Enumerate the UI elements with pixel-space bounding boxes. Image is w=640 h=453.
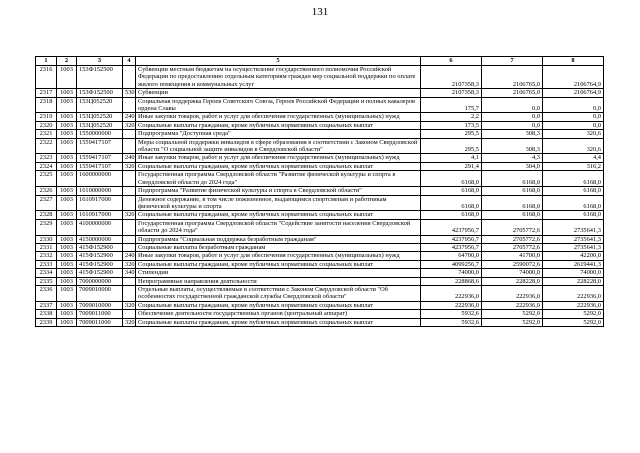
- section-code: 1003: [57, 130, 77, 138]
- target-article-code: 153Ц052520: [77, 97, 123, 113]
- amount-col-7: 0,0: [482, 121, 543, 129]
- table-row: [36, 219, 604, 235]
- row-description: Социальные выплаты гражданам, кроме публичных нормативных социальных выплат: [136, 162, 421, 170]
- expense-type-code: [123, 130, 136, 138]
- row-number: 2337: [36, 301, 57, 309]
- section-code: 1003: [57, 285, 77, 301]
- table-row: [36, 211, 604, 219]
- amount-col-8: 2735641,3: [543, 243, 604, 251]
- amount-col-7: 304,0: [482, 162, 543, 170]
- amount-col-6: 6168,0: [421, 195, 482, 211]
- expense-type-code: [123, 171, 136, 187]
- target-article-code: 7009010000: [77, 301, 123, 309]
- target-article-code: 1610917000: [77, 195, 123, 211]
- table-header-row: [36, 57, 604, 66]
- amount-col-7: 308,3: [482, 130, 543, 138]
- table-row: [36, 162, 604, 170]
- table-row: [36, 138, 604, 154]
- amount-col-7: 6168,0: [482, 211, 543, 219]
- amount-col-8: 222936,0: [543, 301, 604, 309]
- column-header: 2: [57, 57, 77, 66]
- section-code: 1003: [57, 162, 77, 170]
- row-number: 2336: [36, 285, 57, 301]
- amount-col-6: 6168,0: [421, 187, 482, 195]
- amount-col-8: 2106764,9: [543, 66, 604, 89]
- section-code: 1003: [57, 138, 77, 154]
- amount-col-7: 6168,0: [482, 171, 543, 187]
- amount-col-6: 2107358,3: [421, 66, 482, 89]
- row-number: 2324: [36, 162, 57, 170]
- section-code: 1003: [57, 269, 77, 277]
- table-row: [36, 89, 604, 97]
- row-description: Стипендии: [136, 269, 421, 277]
- expense-type-code: 320: [123, 121, 136, 129]
- expense-type-code: 530: [123, 89, 136, 97]
- table-row: [36, 318, 604, 326]
- amount-col-7: 0,0: [482, 113, 543, 121]
- amount-col-8: 74000,0: [543, 269, 604, 277]
- amount-col-8: 6168,0: [543, 195, 604, 211]
- target-article-code: 7000000000: [77, 277, 123, 285]
- row-number: 2326: [36, 187, 57, 195]
- row-description: Социальные выплаты гражданам, кроме публичных нормативных социальных выплат: [136, 260, 421, 268]
- amount-col-7: 5292,0: [482, 310, 543, 318]
- amount-col-7: 41700,0: [482, 252, 543, 260]
- row-description: Социальные выплаты гражданам, кроме публичных нормативных социальных выплат: [136, 301, 421, 309]
- table-row: [36, 97, 604, 113]
- row-description: Непрограммные направления деятельности: [136, 277, 421, 285]
- amount-col-8: 2106764,9: [543, 89, 604, 97]
- row-description: Иные закупки товаров, работ и услуг для обеспечения государственных (муниципальных) нужд: [136, 113, 421, 121]
- amount-col-7: 2705772,6: [482, 235, 543, 243]
- amount-col-7: 308,3: [482, 138, 543, 154]
- section-code: 1003: [57, 235, 77, 243]
- section-code: 1003: [57, 219, 77, 235]
- target-article-code: 415Ф152900: [77, 269, 123, 277]
- expense-type-code: 340: [123, 269, 136, 277]
- amount-col-8: 316,2: [543, 162, 604, 170]
- amount-col-6: 5932,6: [421, 310, 482, 318]
- amount-col-8: 6168,0: [543, 211, 604, 219]
- amount-col-6: 173,5: [421, 121, 482, 129]
- budget-table: [35, 56, 604, 327]
- amount-col-6: 295,5: [421, 130, 482, 138]
- expense-type-code: [123, 66, 136, 89]
- expense-type-code: 320: [123, 301, 136, 309]
- amount-col-8: 2619441,3: [543, 260, 604, 268]
- amount-col-7: 2106765,0: [482, 89, 543, 97]
- target-article-code: 153Ф152500: [77, 66, 123, 89]
- amount-col-7: 6168,0: [482, 187, 543, 195]
- row-number: 2333: [36, 260, 57, 268]
- row-number: 2317: [36, 89, 57, 97]
- row-number: 2316: [36, 66, 57, 89]
- table-row: [36, 310, 604, 318]
- row-description: Социальные выплаты безработным гражданам: [136, 243, 421, 251]
- target-article-code: 415Ф152900: [77, 252, 123, 260]
- expense-type-code: [123, 219, 136, 235]
- row-number: 2332: [36, 252, 57, 260]
- amount-col-6: 175,7: [421, 97, 482, 113]
- row-number: 2321: [36, 130, 57, 138]
- amount-col-6: 64700,0: [421, 252, 482, 260]
- expense-type-code: 320: [123, 260, 136, 268]
- amount-col-8: 0,0: [543, 113, 604, 121]
- amount-col-7: 4,3: [482, 154, 543, 162]
- target-article-code: 1559417107: [77, 154, 123, 162]
- row-number: 2318: [36, 97, 57, 113]
- row-number: 2330: [36, 235, 57, 243]
- table-row: [36, 121, 604, 129]
- amount-col-6: 4237956,7: [421, 235, 482, 243]
- amount-col-7: 2106765,0: [482, 66, 543, 89]
- amount-col-6: 4237956,7: [421, 219, 482, 235]
- expense-type-code: [123, 277, 136, 285]
- amount-col-8: 6168,0: [543, 171, 604, 187]
- table-row: [36, 154, 604, 162]
- expense-type-code: [123, 285, 136, 301]
- expense-type-code: [123, 187, 136, 195]
- expense-type-code: [123, 97, 136, 113]
- table-row: [36, 130, 604, 138]
- amount-col-6: 4,1: [421, 154, 482, 162]
- row-description: Подпрограмма "Развитие физической культуры и спорта в Свердловской области": [136, 187, 421, 195]
- amount-col-8: 6168,0: [543, 187, 604, 195]
- section-code: 1003: [57, 154, 77, 162]
- table-row: [36, 171, 604, 187]
- amount-col-8: 42200,0: [543, 252, 604, 260]
- section-code: 1003: [57, 66, 77, 89]
- amount-col-6: 5932,6: [421, 318, 482, 326]
- amount-col-8: 320,6: [543, 130, 604, 138]
- amount-col-8: 0,0: [543, 121, 604, 129]
- amount-col-8: 228228,0: [543, 277, 604, 285]
- row-number: 2319: [36, 113, 57, 121]
- table-row: [36, 187, 604, 195]
- amount-col-6: 228868,6: [421, 277, 482, 285]
- section-code: 1003: [57, 318, 77, 326]
- row-number: 2334: [36, 269, 57, 277]
- amount-col-8: 5292,0: [543, 310, 604, 318]
- section-code: 1003: [57, 243, 77, 251]
- row-description: Социальные выплаты гражданам, кроме публичных нормативных социальных выплат: [136, 121, 421, 129]
- expense-type-code: [123, 235, 136, 243]
- page-number: 131: [311, 6, 329, 18]
- target-article-code: 153Ц052520: [77, 113, 123, 121]
- amount-col-7: 5292,0: [482, 318, 543, 326]
- row-description: Иные закупки товаров, работ и услуг для обеспечения государственных (муниципальных) нужд: [136, 252, 421, 260]
- amount-col-6: 291,4: [421, 162, 482, 170]
- row-description: Меры социальной поддержки инвалидов в сфере образования в соответствии с Законом Свердловской области "О социальной защите инвалидов в Свердловской области": [136, 138, 421, 154]
- table-body: [36, 66, 604, 327]
- section-code: 1003: [57, 277, 77, 285]
- table-row: [36, 235, 604, 243]
- amount-col-7: 0,0: [482, 97, 543, 113]
- target-article-code: 153Ф152500: [77, 89, 123, 97]
- amount-col-8: 2735641,3: [543, 219, 604, 235]
- amount-col-6: 74000,0: [421, 269, 482, 277]
- table-row: [36, 243, 604, 251]
- table-row: [36, 285, 604, 301]
- expense-type-code: 240: [123, 154, 136, 162]
- amount-col-6: 4237956,7: [421, 243, 482, 251]
- amount-col-8: 5292,0: [543, 318, 604, 326]
- amount-col-8: 0,0: [543, 97, 604, 113]
- section-code: 1003: [57, 195, 77, 211]
- expense-type-code: 320: [123, 211, 136, 219]
- amount-col-8: 320,6: [543, 138, 604, 154]
- target-article-code: 153Ц052520: [77, 121, 123, 129]
- table-row: [36, 195, 604, 211]
- target-article-code: 415Ф152900: [77, 260, 123, 268]
- row-number: 2331: [36, 243, 57, 251]
- expense-type-code: [123, 243, 136, 251]
- amount-col-7: 2590072,6: [482, 260, 543, 268]
- row-number: 2328: [36, 211, 57, 219]
- amount-col-6: 222936,0: [421, 285, 482, 301]
- expense-type-code: 240: [123, 252, 136, 260]
- row-number: 2320: [36, 121, 57, 129]
- expense-type-code: 240: [123, 113, 136, 121]
- expense-type-code: 320: [123, 318, 136, 326]
- column-header: 8: [543, 57, 604, 66]
- amount-col-7: 2705772,6: [482, 219, 543, 235]
- amount-col-6: 4099256,7: [421, 260, 482, 268]
- column-header: 7: [482, 57, 543, 66]
- column-header: 5: [136, 57, 421, 66]
- target-article-code: 1610917000: [77, 211, 123, 219]
- section-code: 1003: [57, 121, 77, 129]
- expense-type-code: [123, 310, 136, 318]
- row-description: Социальные выплаты гражданам, кроме публичных нормативных социальных выплат: [136, 318, 421, 326]
- row-number: 2339: [36, 318, 57, 326]
- row-description: Подпрограмма "Доступная среда": [136, 130, 421, 138]
- row-description: Обеспечение деятельности государственных органов (центральный аппарат): [136, 310, 421, 318]
- target-article-code: 1600000000: [77, 171, 123, 187]
- row-description: Иные закупки товаров, работ и услуг для обеспечения государственных (муниципальных) нужд: [136, 154, 421, 162]
- row-description: Государственная программа Свердловской области "Содействие занятости населения Свердловской области до 2024 года": [136, 219, 421, 235]
- amount-col-6: 2,2: [421, 113, 482, 121]
- amount-col-6: 222936,0: [421, 301, 482, 309]
- expense-type-code: 320: [123, 162, 136, 170]
- amount-col-6: 2107358,3: [421, 89, 482, 97]
- section-code: 1003: [57, 113, 77, 121]
- section-code: 1003: [57, 171, 77, 187]
- amount-col-7: 6168,0: [482, 195, 543, 211]
- amount-col-6: 6168,0: [421, 211, 482, 219]
- row-number: 2329: [36, 219, 57, 235]
- column-header: 3: [77, 57, 123, 66]
- target-article-code: 4150000000: [77, 235, 123, 243]
- row-number: 2327: [36, 195, 57, 211]
- column-header: 6: [421, 57, 482, 66]
- section-code: 1003: [57, 301, 77, 309]
- expense-type-code: [123, 138, 136, 154]
- target-article-code: 1610000000: [77, 187, 123, 195]
- target-article-code: 7009011000: [77, 318, 123, 326]
- table-row: [36, 269, 604, 277]
- amount-col-7: 222936,0: [482, 285, 543, 301]
- amount-col-7: 228228,0: [482, 277, 543, 285]
- column-header: 4: [123, 57, 136, 66]
- table-row: [36, 277, 604, 285]
- table-row: [36, 66, 604, 89]
- section-code: 1003: [57, 187, 77, 195]
- amount-col-8: 2735641,3: [543, 235, 604, 243]
- amount-col-6: 6168,0: [421, 171, 482, 187]
- section-code: 1003: [57, 211, 77, 219]
- row-description: Отдельные выплаты, осуществляемые в соответствии с Законом Свердловской области "Об особенностях государственной гражданской службы Свердловской области": [136, 285, 421, 301]
- target-article-code: 1559417107: [77, 138, 123, 154]
- section-code: 1003: [57, 89, 77, 97]
- row-description: Социальная поддержка Героев Советского Союза, Героев Российской Федерации и полных кавалеров ордена Славы: [136, 97, 421, 113]
- row-number: 2335: [36, 277, 57, 285]
- row-description: Социальные выплаты гражданам, кроме публичных нормативных социальных выплат: [136, 211, 421, 219]
- target-article-code: 1550000000: [77, 130, 123, 138]
- section-code: 1003: [57, 310, 77, 318]
- section-code: 1003: [57, 260, 77, 268]
- table-row: [36, 113, 604, 121]
- target-article-code: 415Ф152900: [77, 243, 123, 251]
- row-number: 2325: [36, 171, 57, 187]
- column-header: 1: [36, 57, 57, 66]
- target-article-code: 1559417107: [77, 162, 123, 170]
- row-description: Государственная программа Свердловской области "Развитие физической культуры и спорта в Свердловской области до 2024 года": [136, 171, 421, 187]
- section-code: 1003: [57, 252, 77, 260]
- table-row: [36, 260, 604, 268]
- amount-col-7: 74000,0: [482, 269, 543, 277]
- target-article-code: 4100000000: [77, 219, 123, 235]
- table-row: [36, 301, 604, 309]
- row-description: Подпрограмма "Социальная поддержка безработным гражданам": [136, 235, 421, 243]
- amount-col-8: 4,4: [543, 154, 604, 162]
- amount-col-6: 295,5: [421, 138, 482, 154]
- row-description: Субвенции местным бюджетам на осуществление государственного полномочия Российской Федерации по предоставлению отдельным категориям граждан мер социальной поддержки по оплате жилого помещения и коммунальных услуг: [136, 66, 421, 89]
- target-article-code: 7009011000: [77, 310, 123, 318]
- table-row: [36, 252, 604, 260]
- row-description: Субвенции: [136, 89, 421, 97]
- amount-col-7: 2705772,6: [482, 243, 543, 251]
- target-article-code: 7009010000: [77, 285, 123, 301]
- amount-col-7: 222936,0: [482, 301, 543, 309]
- row-number: 2322: [36, 138, 57, 154]
- row-number: 2338: [36, 310, 57, 318]
- expense-type-code: [123, 195, 136, 211]
- section-code: 1003: [57, 97, 77, 113]
- row-description: Денежное содержание, в том числе пожизненное, выдающимся спортсменам и работникам физической культуры и спорта: [136, 195, 421, 211]
- amount-col-8: 222936,0: [543, 285, 604, 301]
- row-number: 2323: [36, 154, 57, 162]
